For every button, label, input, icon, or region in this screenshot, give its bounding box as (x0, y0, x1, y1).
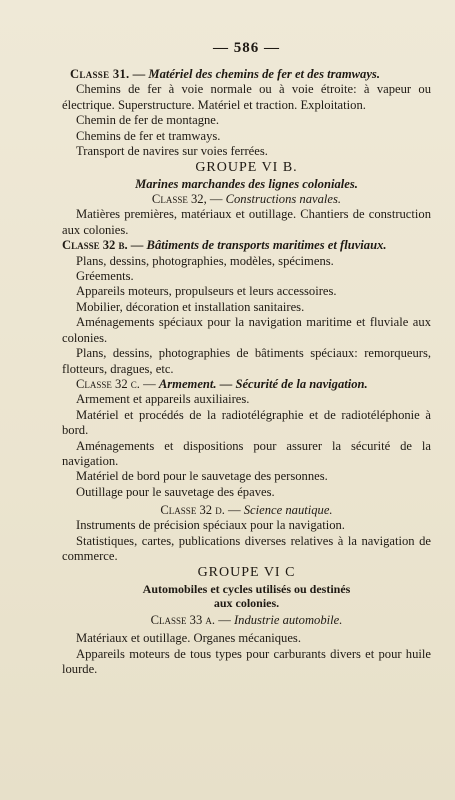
list-item: Matériel et procédés de la radiotélégraphie et de radiotéléphonie à bord. (62, 407, 431, 438)
list-item: Appareils moteurs, propulseurs et leurs accessoires. (76, 284, 337, 299)
classe-31-title: Matériel des chemins de fer et des tramways. (148, 67, 380, 81)
groupe-vi-c-heading: GROUPE VI C (197, 565, 296, 581)
classe-32c-number: Classe 32 c. (76, 376, 140, 391)
classe-32d-heading (62, 503, 431, 518)
classe-33a-title: Industrie automobile. (233, 613, 343, 628)
list-item: Chemin de fer de montagne. (76, 113, 220, 128)
list-item: Armement et appareils auxiliaires. (76, 392, 250, 407)
classe-31-description: Chemins de fer à voie normale ou à voie étroite: à vapeur ou électrique. Superstructure. Matériel et traction. Exploitation. (62, 82, 431, 112)
classe-33a-number: Classe 33 a. (150, 613, 216, 628)
classe-32-heading (62, 192, 431, 207)
classe-32-number: Classe 32, (151, 192, 207, 207)
list-item: Chemins de fer et tramways. (76, 128, 221, 143)
groupe-vi-b-subtitle: Marines marchandes des lignes coloniales. (135, 177, 358, 192)
separator: — (206, 192, 226, 207)
list-item: Mobilier, décoration et installation sanitaires. (76, 299, 305, 314)
page-number: — 586 — (213, 40, 280, 56)
list-item: Gréements. (76, 269, 134, 284)
classe-31-number: Classe 31. (70, 67, 130, 81)
classe-32b-heading (62, 238, 431, 253)
list-item: Instruments de précision spéciaux pour la navigation. (76, 518, 345, 533)
classe-32d-number: Classe 32 d. (160, 503, 225, 518)
classe-32c-title: Armement. — Sécurité de la navigation. (158, 376, 368, 391)
list-item: Aménagements spéciaux pour la navigation maritime et fluviale aux colonies. (62, 315, 431, 345)
list-item: Appareils moteurs de tous types pour carburants divers et pour huile lourde. (62, 646, 431, 677)
classe-33a-heading (62, 613, 431, 628)
classe-31-heading (70, 67, 431, 82)
classe-32-title: Constructions navales. (225, 192, 342, 207)
separator: — (139, 376, 159, 391)
list-item: Matériel de bord pour le sauvetage des personnes. (76, 469, 328, 484)
groupe-vi-c-subtitle-line1: Automobiles et cycles utilisés ou destinés (142, 582, 351, 597)
list-item: Aménagements et dispositions pour assurer la sécurité de la navigation. (62, 438, 431, 468)
list-item: Matériaux et outillage. Organes mécaniques. (76, 631, 301, 646)
classe-32d-title: Science nautique. (243, 503, 333, 518)
classe-32b-title: Bâtiments de transports maritimes et fluviaux. (146, 238, 387, 253)
list-item: Transport de navires sur voies ferrées. (76, 144, 268, 159)
separator: — (215, 613, 234, 628)
separator: — (224, 503, 244, 518)
classe-32c-heading (62, 377, 431, 392)
list-item: Plans, dessins, photographies de bâtiments spéciaux: remorqueurs, flotteurs, dragues, etc. (62, 346, 431, 376)
list-item: Statistiques, cartes, publications diverses relatives à la navigation de commerce. (62, 533, 431, 563)
separator: — (127, 238, 147, 253)
classe-32-description: Matières premières, matériaux et outillage. Chantiers de construction aux colonies. (62, 207, 431, 237)
classe-32b-number: Classe 32 b. (62, 238, 128, 253)
list-item: Plans, dessins, photographies, modèles, spécimens. (76, 253, 334, 268)
separator: — (129, 67, 149, 81)
groupe-vi-c-subtitle-line2: aux colonies. (213, 596, 280, 611)
list-item: Outillage pour le sauvetage des épaves. (76, 484, 275, 499)
groupe-vi-b-heading: GROUPE VI B. (195, 160, 298, 176)
